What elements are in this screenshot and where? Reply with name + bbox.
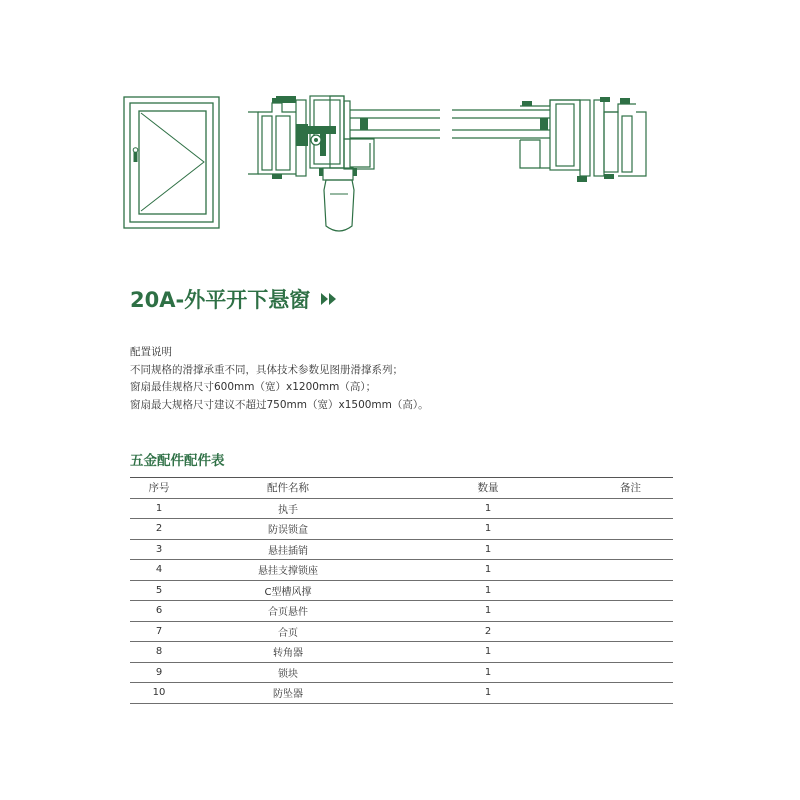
page-title-text: 20A-外平开下悬窗 bbox=[130, 288, 311, 312]
cell-index: 6 bbox=[130, 601, 188, 622]
cell-quantity: 1 bbox=[388, 498, 588, 519]
cell-quantity: 1 bbox=[388, 519, 588, 540]
configuration-notes bbox=[130, 344, 429, 414]
cell-quantity: 1 bbox=[388, 642, 588, 663]
table-row bbox=[130, 580, 673, 601]
column-header-quantity: 数量 bbox=[388, 478, 588, 499]
table-row bbox=[130, 519, 673, 540]
cell-index: 1 bbox=[130, 498, 188, 519]
cell-notes bbox=[588, 498, 673, 519]
notes-line: 窗扇最大规格尺寸建议不超过750mm（宽）x1500mm（高）。 bbox=[130, 398, 429, 411]
table-header-row bbox=[130, 478, 673, 499]
cell-notes bbox=[588, 539, 673, 560]
window-drawings bbox=[0, 0, 800, 260]
cell-index: 5 bbox=[130, 580, 188, 601]
cell-notes bbox=[588, 560, 673, 581]
notes-line: 窗扇最佳规格尺寸600mm（宽）x1200mm（高）； bbox=[130, 381, 377, 393]
cell-index: 3 bbox=[130, 539, 188, 560]
table-row bbox=[130, 621, 673, 642]
table-row bbox=[130, 662, 673, 683]
cell-notes bbox=[588, 683, 673, 704]
table-row bbox=[130, 642, 673, 663]
cell-name: 执手 bbox=[188, 498, 388, 519]
cell-name: 转角器 bbox=[188, 642, 388, 663]
cell-index: 10 bbox=[130, 683, 188, 704]
cell-name: 防误锁盒 bbox=[188, 519, 388, 540]
window-elevation-drawing bbox=[124, 97, 219, 228]
cell-notes bbox=[588, 662, 673, 683]
cell-quantity: 1 bbox=[388, 539, 588, 560]
cell-quantity: 1 bbox=[388, 683, 588, 704]
profile-section-left bbox=[248, 96, 374, 231]
table-row bbox=[130, 539, 673, 560]
double-chevron-right-icon bbox=[320, 292, 338, 306]
cell-name: C型槽风撑 bbox=[188, 580, 388, 601]
table-row bbox=[130, 498, 673, 519]
cell-index: 7 bbox=[130, 621, 188, 642]
page-title bbox=[130, 284, 338, 314]
column-header-notes: 备注 bbox=[588, 478, 673, 499]
cell-notes bbox=[588, 519, 673, 540]
cell-index: 2 bbox=[130, 519, 188, 540]
notes-line: 不同规格的滑撑承重不同，具体技术参数见图册滑撑系列； bbox=[130, 363, 403, 376]
cell-notes bbox=[588, 642, 673, 663]
cell-name: 悬挂支撑锁座 bbox=[188, 560, 388, 581]
table-row bbox=[130, 601, 673, 622]
cell-quantity: 1 bbox=[388, 662, 588, 683]
cell-notes bbox=[588, 601, 673, 622]
cell-index: 9 bbox=[130, 662, 188, 683]
cell-quantity: 1 bbox=[388, 601, 588, 622]
notes-heading: 配置说明 bbox=[130, 346, 172, 358]
cell-index: 4 bbox=[130, 560, 188, 581]
hardware-table bbox=[130, 477, 673, 704]
cell-quantity: 2 bbox=[388, 621, 588, 642]
cell-name: 悬挂插销 bbox=[188, 539, 388, 560]
cell-name: 合页悬件 bbox=[188, 601, 388, 622]
cell-notes bbox=[588, 621, 673, 642]
column-header-index: 序号 bbox=[130, 478, 188, 499]
cell-name: 防坠器 bbox=[188, 683, 388, 704]
table-row bbox=[130, 560, 673, 581]
table-row bbox=[130, 683, 673, 704]
cell-quantity: 1 bbox=[388, 560, 588, 581]
cell-name: 合页 bbox=[188, 621, 388, 642]
cell-notes bbox=[588, 580, 673, 601]
cell-index: 8 bbox=[130, 642, 188, 663]
cell-quantity: 1 bbox=[388, 580, 588, 601]
column-header-name: 配件名称 bbox=[188, 478, 388, 499]
hardware-table-title: 五金配件配件表 bbox=[130, 453, 225, 469]
glass-panel-lines bbox=[350, 110, 550, 138]
cell-name: 锁块 bbox=[188, 662, 388, 683]
